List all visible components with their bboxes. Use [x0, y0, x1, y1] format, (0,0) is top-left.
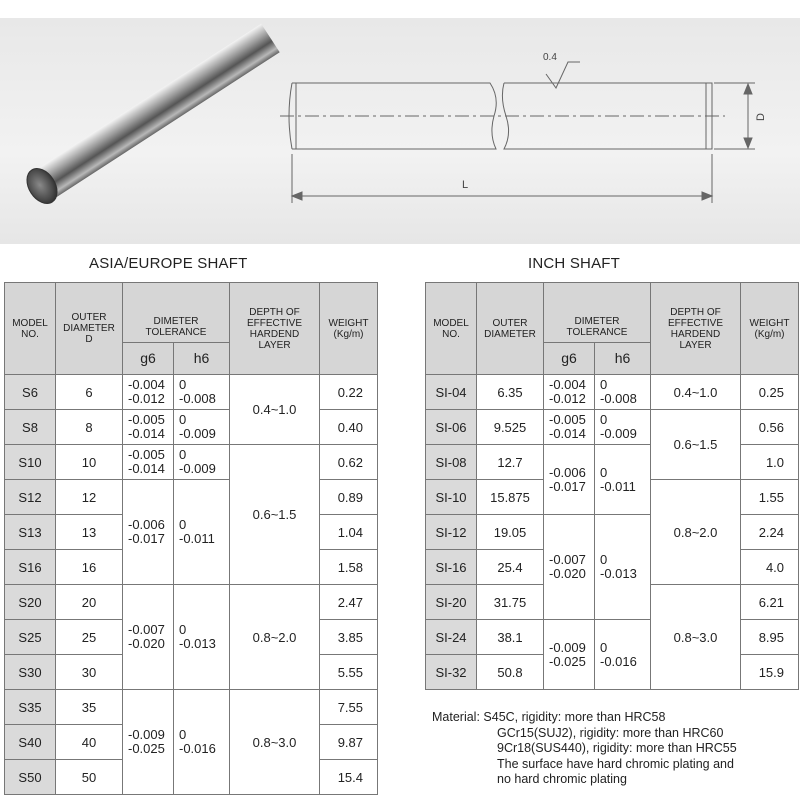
material-line: GCr15(SUJ2), rigidity: more than HRC60	[497, 725, 724, 740]
table-row	[5, 690, 378, 725]
tol-value: -0.009	[549, 639, 586, 655]
tol-value: -0.013	[179, 636, 216, 651]
table-row	[426, 445, 799, 480]
weight-cell: 7.55	[320, 690, 378, 725]
tol-value: -0.012	[549, 391, 586, 406]
weight-cell: 8.95	[741, 620, 799, 655]
tol-value: 0	[179, 727, 187, 742]
header-diameter-tolerance	[544, 283, 651, 343]
g6-cell	[544, 445, 595, 515]
model-cell: SI-04	[426, 375, 477, 410]
g6-cell	[544, 620, 595, 690]
material-line: The surface have hard chromic plating and	[497, 756, 734, 771]
model-cell: SI-32	[426, 655, 477, 690]
tol-value: -0.025	[128, 741, 165, 756]
header-weight	[320, 283, 378, 375]
tol-value: -0.017	[549, 478, 586, 494]
header-text: EFFECTIVE	[247, 317, 303, 329]
h6-cell	[174, 480, 230, 585]
tol-value: 0	[179, 517, 187, 532]
model-cell: SI-12	[426, 515, 477, 550]
tol-value: 0	[600, 639, 608, 655]
weight-cell: 0.89	[320, 480, 378, 515]
model-cell: S13	[5, 515, 56, 550]
header-text: DIMETER	[153, 316, 199, 327]
g6-cell	[123, 445, 174, 480]
tol-value: -0.012	[128, 391, 165, 406]
weight-cell: 1.04	[320, 515, 378, 550]
tol-value: -0.013	[600, 566, 637, 581]
diameter-cell: 16	[56, 550, 123, 585]
length-label: L	[462, 179, 469, 191]
header-text: OUTER	[71, 312, 107, 323]
model-cell: S50	[5, 760, 56, 795]
shaft-technical-drawing	[0, 18, 800, 244]
header-text: HARDEND	[670, 328, 721, 340]
tol-value: -0.006	[549, 464, 586, 480]
tol-value: -0.014	[549, 426, 586, 441]
header-text: (Kg/m)	[333, 328, 364, 340]
tol-value: -0.005	[128, 447, 165, 462]
header-text: MODEL	[12, 317, 48, 329]
weight-cell: 0.62	[320, 445, 378, 480]
diameter-cell: 13	[56, 515, 123, 550]
depth-cell: 0.8~3.0	[230, 690, 320, 795]
model-cell: S40	[5, 725, 56, 760]
model-cell: SI-08	[426, 445, 477, 480]
h6-cell	[595, 515, 651, 620]
h6-cell	[174, 410, 230, 445]
header-text: DIAMETER	[484, 328, 536, 340]
diameter-cell: 25	[56, 620, 123, 655]
tol-value: -0.007	[549, 552, 586, 567]
table-row	[5, 480, 378, 515]
header-model-no	[426, 283, 477, 375]
header-h6: h6	[174, 343, 230, 375]
tol-value: -0.006	[128, 517, 165, 532]
model-cell: SI-06	[426, 410, 477, 445]
model-cell: SI-24	[426, 620, 477, 655]
depth-cell: 0.6~1.5	[651, 410, 741, 480]
material-note	[432, 710, 800, 788]
tol-value: -0.008	[179, 391, 216, 406]
material-line: no hard chromic plating	[497, 772, 627, 786]
depth-cell: 0.6~1.5	[230, 445, 320, 585]
g6-cell	[123, 585, 174, 690]
tol-value: -0.020	[128, 636, 165, 651]
tol-value: -0.005	[128, 412, 165, 427]
tol-value: -0.014	[128, 461, 165, 476]
table-row	[5, 410, 378, 445]
header-g6: g6	[123, 343, 174, 375]
weight-cell: 2.24	[741, 515, 799, 550]
header-text: WEIGHT	[328, 317, 369, 329]
diameter-cell: 19.05	[477, 515, 544, 550]
tol-value: 0	[600, 464, 608, 480]
diameter-cell: 50.8	[477, 655, 544, 690]
tol-value: 0	[179, 412, 187, 427]
h6-cell	[595, 410, 651, 445]
tol-value: 0	[600, 377, 608, 392]
header-text: EFFECTIVE	[668, 317, 724, 329]
model-cell: S8	[5, 410, 56, 445]
tol-value: -0.020	[549, 566, 586, 581]
diameter-cell: 31.75	[477, 585, 544, 620]
model-cell: S16	[5, 550, 56, 585]
model-cell: SI-10	[426, 480, 477, 515]
diameter-cell: 30	[56, 655, 123, 690]
header-hardened-depth	[651, 283, 741, 375]
diameter-label: D	[755, 113, 767, 121]
asia-europe-shaft-table	[4, 282, 378, 795]
h6-cell	[174, 585, 230, 690]
header-text: LAYER	[258, 339, 291, 351]
header-text: DIAMETER	[63, 323, 115, 334]
g6-cell	[123, 375, 174, 410]
header-text: DEPTH OF	[249, 306, 300, 318]
depth-cell: 0.8~3.0	[651, 585, 741, 690]
depth-cell: 0.4~1.0	[651, 375, 741, 410]
weight-cell: 0.22	[320, 375, 378, 410]
header-hardened-depth	[230, 283, 320, 375]
h6-cell	[174, 375, 230, 410]
table-row	[426, 515, 799, 550]
header-text: WEIGHT	[749, 317, 790, 329]
header-text: TOLERANCE	[566, 327, 628, 338]
header-model-no	[5, 283, 56, 375]
diameter-cell: 6.35	[477, 375, 544, 410]
table-row	[5, 585, 378, 620]
header-text: (Kg/m)	[754, 328, 785, 340]
h6-cell	[595, 375, 651, 410]
tol-value: -0.025	[549, 653, 586, 669]
tol-value: -0.017	[128, 531, 165, 546]
tol-value: 0	[179, 377, 187, 392]
tol-value: 0	[179, 622, 187, 637]
table-row	[426, 620, 799, 655]
depth-cell: 0.8~2.0	[230, 585, 320, 690]
depth-cell: 0.8~2.0	[651, 480, 741, 585]
header-text: LAYER	[679, 339, 712, 351]
tol-value: -0.009	[179, 426, 216, 441]
table-row	[426, 375, 799, 410]
tol-value: -0.014	[128, 426, 165, 441]
diameter-cell: 9.525	[477, 410, 544, 445]
diameter-cell: 50	[56, 760, 123, 795]
material-line: Material: S45C, rigidity: more than HRC58	[432, 710, 666, 724]
tol-value: -0.016	[179, 741, 216, 756]
header-h6: h6	[595, 343, 651, 375]
material-line: 9Cr18(SUS440), rigidity: more than HRC55	[497, 741, 737, 755]
tol-value: -0.007	[128, 622, 165, 637]
tol-value: -0.004	[128, 377, 165, 392]
inch-shaft-table	[425, 282, 799, 690]
header-text: D	[85, 334, 93, 345]
header-text: TOLERANCE	[145, 327, 207, 338]
g6-cell	[544, 515, 595, 620]
g6-cell	[123, 480, 174, 585]
tol-value: -0.011	[600, 478, 636, 494]
model-cell: S25	[5, 620, 56, 655]
tol-value: -0.005	[549, 412, 586, 427]
h6-cell	[174, 690, 230, 795]
model-cell: S6	[5, 375, 56, 410]
g6-cell	[123, 410, 174, 445]
depth-cell: 0.4~1.0	[230, 375, 320, 445]
weight-cell: 3.85	[320, 620, 378, 655]
model-cell: S10	[5, 445, 56, 480]
tol-value: -0.009	[600, 426, 637, 441]
diameter-cell: 38.1	[477, 620, 544, 655]
diameter-cell: 8	[56, 410, 123, 445]
diameter-cell: 40	[56, 725, 123, 760]
weight-cell: 1.55	[741, 480, 799, 515]
diameter-cell: 12.7	[477, 445, 544, 480]
header-text: OUTER	[492, 317, 528, 329]
model-cell: S12	[5, 480, 56, 515]
weight-cell: 6.21	[741, 585, 799, 620]
diameter-cell: 10	[56, 445, 123, 480]
g6-cell	[123, 690, 174, 795]
header-text: DEPTH OF	[670, 306, 721, 318]
header-text: DIMETER	[574, 316, 620, 327]
tol-value: -0.009	[179, 461, 216, 476]
header-outer-diameter	[56, 283, 123, 375]
asia-table-title: ASIA/EUROPE SHAFT	[89, 255, 248, 272]
finish-mark-label: 0.4	[543, 52, 557, 63]
weight-cell: 2.47	[320, 585, 378, 620]
tol-value: -0.008	[600, 391, 637, 406]
model-cell: S30	[5, 655, 56, 690]
inch-table-title: INCH SHAFT	[528, 255, 620, 272]
model-cell: S20	[5, 585, 56, 620]
weight-cell: 4.0	[741, 550, 799, 585]
weight-cell: 5.55	[320, 655, 378, 690]
diameter-cell: 12	[56, 480, 123, 515]
tol-value: 0	[179, 447, 187, 462]
header-outer-diameter	[477, 283, 544, 375]
header-text: MODEL	[433, 317, 469, 329]
table-row	[426, 410, 799, 445]
tol-value: -0.011	[179, 531, 215, 546]
header-diameter-tolerance	[123, 283, 230, 343]
weight-cell: 0.56	[741, 410, 799, 445]
weight-cell: 1.58	[320, 550, 378, 585]
weight-cell: 15.9	[741, 655, 799, 690]
diameter-cell: 15.875	[477, 480, 544, 515]
h6-cell	[174, 445, 230, 480]
table-row	[5, 445, 378, 480]
diameter-cell: 20	[56, 585, 123, 620]
model-cell: S35	[5, 690, 56, 725]
weight-cell: 15.4	[320, 760, 378, 795]
model-cell: SI-20	[426, 585, 477, 620]
g6-cell	[544, 410, 595, 445]
weight-cell: 1.0	[741, 445, 799, 480]
diameter-cell: 25.4	[477, 550, 544, 585]
diameter-cell: 35	[56, 690, 123, 725]
h6-cell	[595, 620, 651, 690]
g6-cell	[544, 375, 595, 410]
tol-value: -0.016	[600, 653, 637, 669]
tol-value: -0.009	[128, 727, 165, 742]
header-text: NO.	[21, 328, 39, 340]
model-cell: SI-16	[426, 550, 477, 585]
weight-cell: 0.40	[320, 410, 378, 445]
header-weight	[741, 283, 799, 375]
tol-value: 0	[600, 412, 608, 427]
header-text: NO.	[442, 328, 460, 340]
tol-value: -0.004	[549, 377, 586, 392]
weight-cell: 0.25	[741, 375, 799, 410]
header-g6: g6	[544, 343, 595, 375]
weight-cell: 9.87	[320, 725, 378, 760]
diameter-cell: 6	[56, 375, 123, 410]
tol-value: 0	[600, 552, 608, 567]
header-text: HARDEND	[249, 328, 300, 340]
h6-cell	[595, 445, 651, 515]
table-row	[5, 375, 378, 410]
